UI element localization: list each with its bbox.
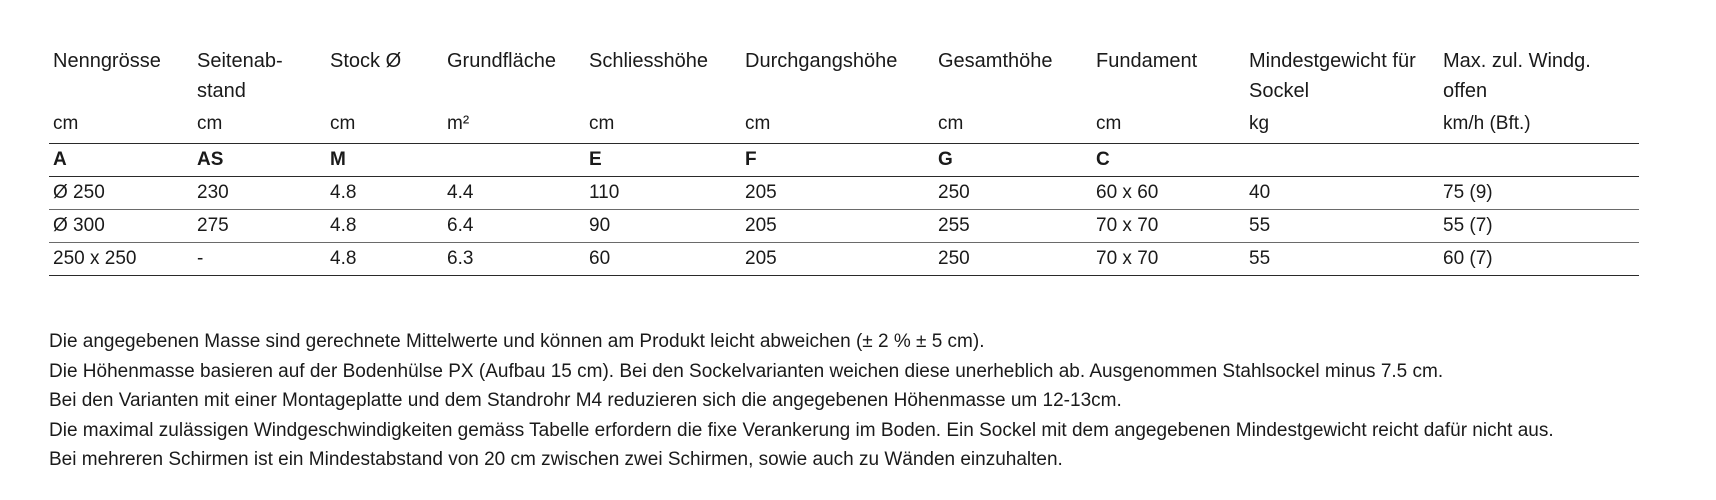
units-row: [49, 108, 1639, 144]
dimension-letter-row: [49, 144, 1639, 177]
unit-cell: cm: [193, 108, 326, 144]
table-cell: 255: [934, 210, 1092, 243]
table-cell: 4.4: [443, 177, 585, 210]
header-stock-diameter: Stock Ø: [330, 50, 402, 72]
table-cell: 110: [585, 177, 741, 210]
table-cell: Ø 250: [49, 177, 193, 210]
letter-cell: C: [1092, 144, 1245, 177]
table-row: [49, 177, 1639, 210]
table-cell: 60 (7): [1439, 243, 1639, 276]
table-row: [49, 210, 1639, 243]
letter-cell: G: [934, 144, 1092, 177]
table-cell: 70 x 70: [1092, 210, 1245, 243]
table-cell: 4.8: [326, 210, 443, 243]
table-cell: 75 (9): [1439, 177, 1639, 210]
unit-cell: cm: [326, 108, 443, 144]
header-nenngroesse: Nenngrösse: [53, 50, 161, 72]
table-cell: 205: [741, 243, 934, 276]
unit-cell: cm: [934, 108, 1092, 144]
unit-cell: km/h (Bft.): [1439, 108, 1639, 144]
table-cell: 40: [1245, 177, 1439, 210]
letter-cell: A: [49, 144, 193, 177]
footnotes: [49, 327, 1689, 475]
letter-cell: AS: [193, 144, 326, 177]
header-row: [49, 46, 1639, 108]
table-cell: 205: [741, 177, 934, 210]
specification-table: [49, 46, 1639, 276]
table-row: [49, 243, 1639, 276]
table-cell: 250: [934, 243, 1092, 276]
unit-cell: cm: [49, 108, 193, 144]
letter-cell: [1439, 144, 1639, 177]
letter-cell: E: [585, 144, 741, 177]
header-seitenabstand: [193, 46, 326, 108]
letter-cell: [443, 144, 585, 177]
header-durchgangshoehe: Durchgangshöhe: [745, 50, 898, 72]
unit-cell: cm: [1092, 108, 1245, 144]
table-cell: 6.4: [443, 210, 585, 243]
footnote: Die angegebenen Masse sind gerechnete Mittelwerte und können am Produkt leicht abweichen (± 2 % ± 5 cm).: [49, 331, 985, 352]
header-gesamthoehe: Gesamthöhe: [938, 50, 1053, 72]
footnote: Bei mehreren Schirmen ist ein Mindestabstand von 20 cm zwischen zwei Schirmen, sowie auch zu Wänden einzuhalten.: [49, 449, 1063, 470]
unit-cell: cm: [585, 108, 741, 144]
table-cell: 55 (7): [1439, 210, 1639, 243]
table-cell: -: [193, 243, 326, 276]
header-schliesshoehe: Schliesshöhe: [589, 50, 708, 72]
header-max-windgeschwindigkeit: Max. zul. Windg. offen: [1443, 50, 1591, 102]
header-mindestgewicht: Mindestgewicht für Sockel: [1249, 50, 1416, 102]
footnote: Die maximal zulässigen Windgeschwindigkeiten gemäss Tabelle erfordern die fixe Verankerung im Boden. Ein Sockel mit dem angegebenen Mindestgewicht reicht dafür nicht aus.: [49, 419, 1554, 441]
table-cell: 4.8: [326, 243, 443, 276]
table-cell: 70 x 70: [1092, 243, 1245, 276]
table-cell: 275: [193, 210, 326, 243]
table-cell: 230: [193, 177, 326, 210]
table-cell: 4.8: [326, 177, 443, 210]
unit-cell: cm: [741, 108, 934, 144]
header-seitenabstand-text: Seitenab-stand: [197, 50, 283, 102]
table-cell: 6.3: [443, 243, 585, 276]
header-grundflaeche: Grundfläche: [447, 50, 556, 72]
table-cell: 250: [934, 177, 1092, 210]
table-cell: 60 x 60: [1092, 177, 1245, 210]
table-cell: 205: [741, 210, 934, 243]
unit-cell: m²: [443, 108, 585, 144]
footnote: Die Höhenmasse basieren auf der Bodenhülse PX (Aufbau 15 cm). Bei den Sockelvarianten weichen diese unerheblich ab. Ausgenommen Stahlsockel minus 7.5 cm.: [49, 360, 1444, 382]
table-cell: 55: [1245, 243, 1439, 276]
table-cell: 60: [585, 243, 741, 276]
letter-cell: [1245, 144, 1439, 177]
table-cell: 90: [585, 210, 741, 243]
header-fundament: Fundament: [1096, 50, 1198, 72]
footnote: Bei den Varianten mit einer Montageplatte und dem Standrohr M4 reduzieren sich die angegebenen Höhenmasse um 12-13cm.: [49, 390, 1122, 411]
table-cell: 55: [1245, 210, 1439, 243]
letter-cell: M: [326, 144, 443, 177]
unit-cell: kg: [1245, 108, 1439, 144]
table-cell: Ø 300: [49, 210, 193, 243]
table-cell: 250 x 250: [49, 243, 193, 276]
letter-cell: F: [741, 144, 934, 177]
